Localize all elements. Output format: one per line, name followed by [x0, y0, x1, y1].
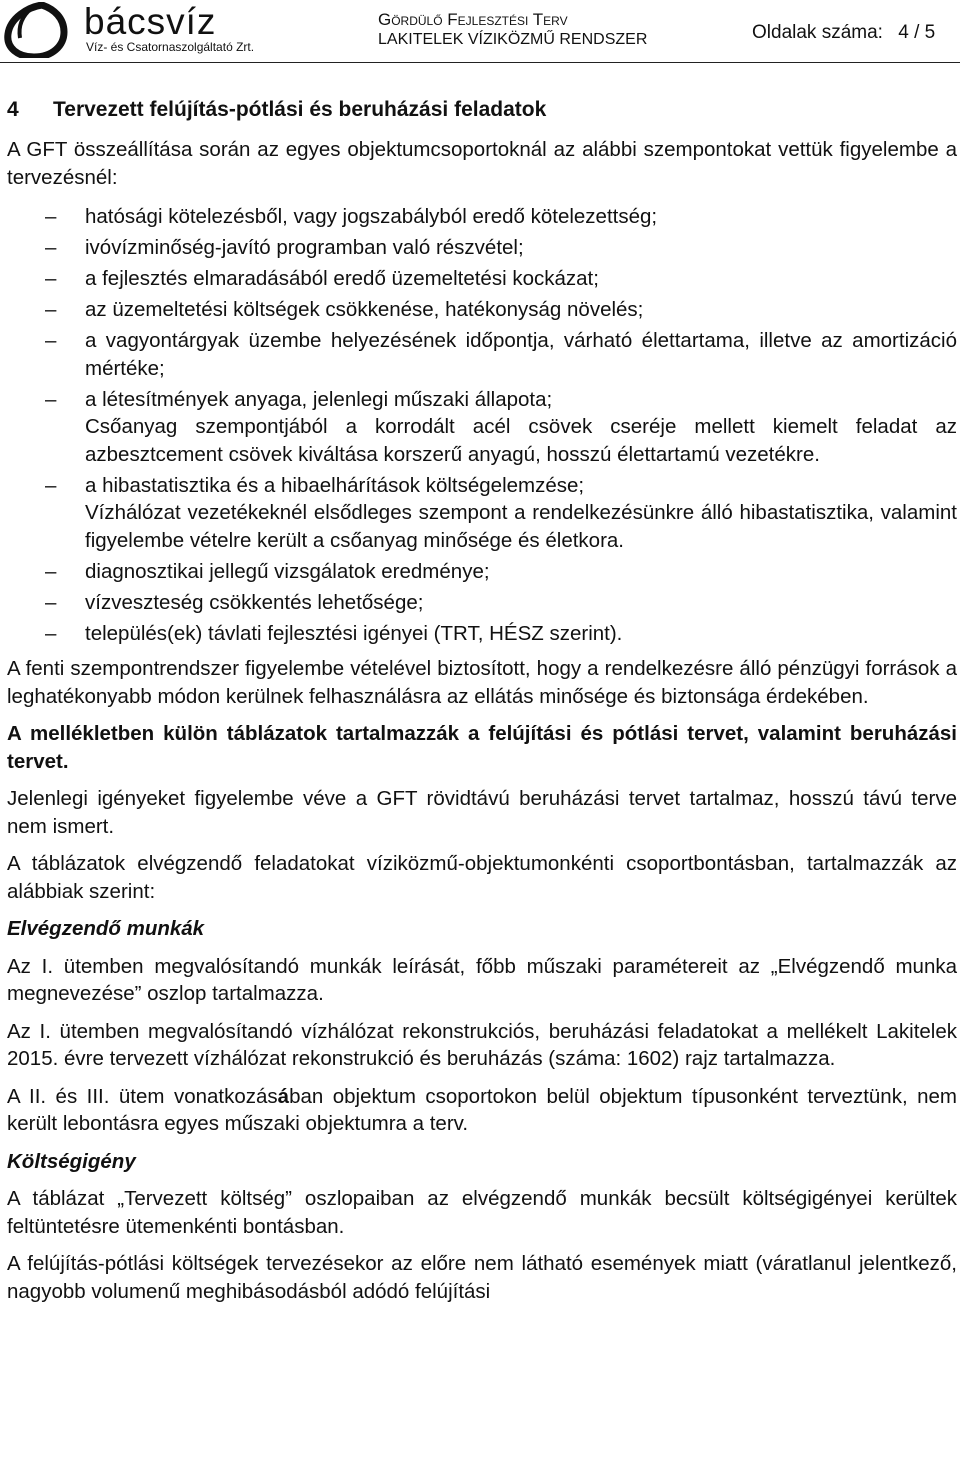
section-number: 4 — [7, 98, 19, 121]
bold-paragraph: A mellékletben külön táblázatok tartalmazzák a felújítási és pótlási tervet, valamint beruházási tervet. — [7, 722, 957, 773]
dash-bullet-icon: – — [45, 298, 57, 321]
dash-bullet-icon: – — [45, 236, 57, 259]
document-body — [7, 96, 957, 1315]
list-item — [7, 386, 957, 469]
list-item — [7, 234, 957, 262]
paragraph: A fenti szempontrendszer figyelembe vételével biztosított, hogy a rendelkezésre álló pénzügyi források a leghatékonyabb módon kerülnek felhasználásra az ellátás minősége és biztonsága érdekében. — [7, 657, 957, 708]
subheading-cost: Költségigény — [7, 1149, 136, 1173]
paragraph-bold-letter: á — [277, 1084, 290, 1108]
document-title-line1: Gördülő Fejlesztési Terv — [378, 10, 568, 29]
list-item-text: diagnosztikai jellegű vizsgálatok eredménye; — [85, 559, 490, 583]
list-item-text: a hibastatisztika és a hibaelhárítások költségelemzése; — [85, 473, 585, 497]
dash-bullet-icon: – — [45, 387, 57, 411]
page-count-value: 4 / 5 — [898, 22, 936, 43]
paragraph: Jelenlegi igényeket figyelembe véve a GFT rövidtávú beruházási tervet tartalmaz, hosszú távú terve nem ismert. — [7, 787, 957, 838]
list-item-text: hatósági kötelezésből, vagy jogszabályból eredő kötelezettség; — [85, 205, 658, 228]
paragraph: A táblázat „Tervezett költség” oszlopaiban az elvégzendő munkák becsült költségigényei kerültek feltüntetésre ütemenkénti bontásban. — [7, 1187, 957, 1238]
logo-subtitle: Víz- és Csatornaszolgáltató Zrt. — [86, 40, 255, 54]
water-drop-logo-icon — [2, 2, 80, 58]
paragraph-text: ban objektum csoportokon belül objektum típusonként terveztünk, nem került lebontásra egyes műszaki objektumra a terv. — [7, 1084, 957, 1135]
paragraph: A felújítás-pótlási költségek tervezésekor az előre nem látható események miatt (váratlanul jelentkező, nagyobb volumenű meghibásodásból adódó felújítási — [7, 1252, 957, 1303]
list-item — [7, 620, 957, 648]
page-count-label: Oldalak száma: — [752, 22, 883, 43]
dash-bullet-icon: – — [45, 267, 57, 290]
document-title — [378, 10, 647, 50]
list-item — [7, 296, 957, 324]
list-item-note: Vízhálózat vezetékeknél elsődleges szempont a rendelkezésünkre álló hibastatisztika, valamint figyelembe vételre került a csőanyag minősége és életkora. — [85, 501, 957, 552]
dash-bullet-icon: – — [45, 621, 57, 645]
section-title: Tervezett felújítás-pótlási és beruházási feladatok — [53, 98, 547, 121]
intro-paragraph: A GFT összeállítása során az egyes objektumcsoportoknál az alábbi szempontokat vettük figyelembe a tervezésnél: — [7, 138, 957, 189]
page-count — [752, 22, 935, 44]
dash-bullet-icon: – — [45, 590, 57, 614]
list-item-text: ivóvízminőség-javító programban való részvétel; — [85, 236, 524, 259]
list-item-text: a fejlesztés elmaradásából eredő üzemeltetési kockázat; — [85, 267, 599, 290]
section-heading — [7, 96, 957, 124]
list-item-note: Csőanyag szempontjából a korrodált acél csövek cseréje mellett kiemelt feladat az azbesztcement csövek kiváltása korszerű anyagú, hosszú élettartamú vezetékre. — [85, 415, 957, 466]
dash-bullet-icon: – — [45, 473, 57, 497]
logo-name: bácsvíz — [84, 1, 217, 42]
paragraph-text: A II. és III. ütem vonatkozás — [7, 1084, 278, 1108]
document-title-line2: LAKITELEK VÍZIKÖZMŰ RENDSZER — [378, 31, 648, 48]
list-item-text: az üzemeltetési költségek csökkenése, hatékonyság növelés; — [85, 298, 644, 321]
list-item-text: a létesítmények anyaga, jelenlegi műszaki állapota; — [85, 387, 553, 411]
paragraph: Az I. ütemben megvalósítandó vízhálózat rekonstrukciós, beruházási feladatokat a mellékelt Lakitelek 2015. évre tervezett vízhálózat rekonstrukció és beruházás (száma: 1602) rajz tartalmazza. — [7, 1019, 957, 1070]
paragraph: A táblázatok elvégzendő feladatokat víziközmű-objektumonkénti csoportbontásban, tartalmazzák az alábbiak szerint: — [7, 852, 957, 903]
paragraph: Az I. ütemben megvalósítandó munkák leírását, főbb műszaki paramétereit az „Elvégzendő munka megnevezése” oszlop tartalmazza. — [7, 954, 957, 1005]
list-item — [7, 558, 957, 586]
dash-bullet-icon: – — [45, 559, 57, 583]
paragraph — [7, 1083, 957, 1138]
list-item — [7, 203, 957, 231]
list-item — [7, 472, 957, 555]
criteria-list — [7, 203, 957, 647]
list-item — [7, 589, 957, 617]
page-header — [0, 0, 960, 63]
list-item — [7, 327, 957, 382]
list-item-text: a vagyontárgyak üzembe helyezésének időpontja, várható élettartama, illetve az amortizáció mértéke; — [85, 329, 957, 380]
list-item-text: vízveszteség csökkentés lehetősége; — [85, 590, 424, 614]
dash-bullet-icon: – — [45, 329, 57, 352]
subheading-work: Elvégzendő munkák — [7, 917, 205, 940]
list-item-text: település(ek) távlati fejlesztési igényei (TRT, HÉSZ szerint). — [85, 621, 623, 645]
dash-bullet-icon: – — [45, 205, 57, 228]
company-logo — [2, 2, 302, 58]
list-item — [7, 265, 957, 293]
